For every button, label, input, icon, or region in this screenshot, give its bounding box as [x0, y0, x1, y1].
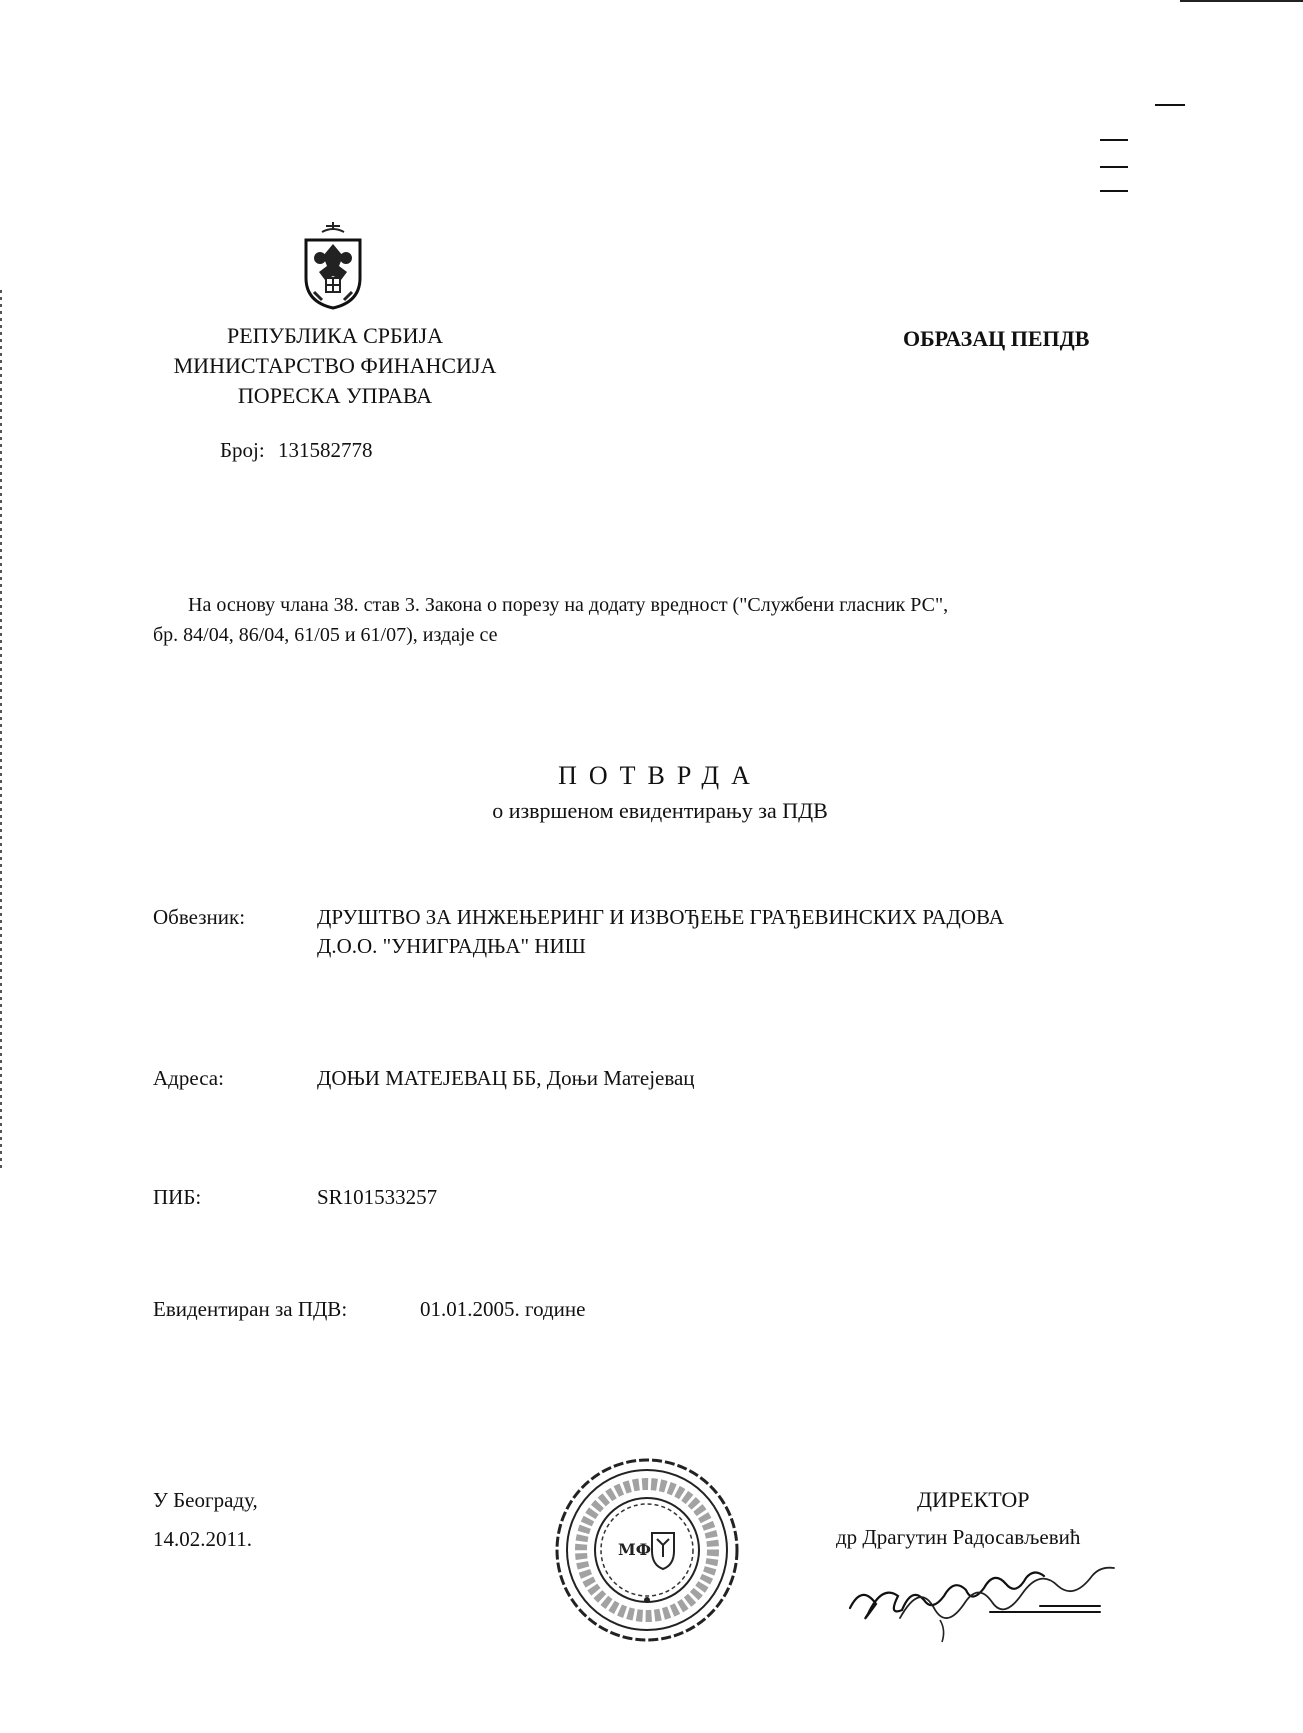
margin-mark — [1100, 139, 1128, 141]
adresa-value: ДОЊИ МАТЕЈЕВАЦ ББ, Доњи Матејевац — [317, 1066, 695, 1090]
margin-mark — [1155, 104, 1185, 106]
scan-top-line — [1180, 0, 1303, 2]
evid-value: 01.01.2005. године — [420, 1297, 586, 1321]
document-title — [300, 758, 1020, 828]
coat-of-arms-icon — [298, 222, 368, 312]
place-text: У Београду, — [153, 1488, 258, 1512]
date-text: 14.02.2011. — [153, 1527, 252, 1551]
ministry-name: МИНИСТАРСТВО ФИНАНСИЈА — [173, 353, 497, 378]
office-name: ПОРЕСКА УПРАВА — [237, 383, 433, 408]
pib-value: SR101533257 — [317, 1185, 438, 1209]
legal-basis-line1: На основу члана 38. став 3. Закона о порезу на додату вредност ("Службени гласник РС", — [188, 594, 949, 616]
number-value: 131582778 — [277, 438, 373, 462]
scan-edge-artifact — [0, 290, 2, 1170]
issuer-block — [150, 321, 520, 411]
evid-label: Евидентиран за ПДВ: — [153, 1297, 348, 1321]
document-number — [220, 438, 372, 463]
director-name: др Драгутин Радосављевић — [836, 1525, 1081, 1549]
title-main: ПОТВРДА — [558, 761, 762, 790]
director-title: ДИРЕКТОР — [917, 1487, 1030, 1512]
obveznik-label: Обвезник: — [153, 905, 246, 929]
form-code: ОБРАЗАЦ ПЕПДВ — [903, 326, 1090, 351]
director-signature — [840, 1558, 1130, 1648]
pib-label: ПИБ: — [153, 1185, 202, 1209]
obveznik-line2: Д.О.О. "УНИГРАДЊА" НИШ — [317, 934, 586, 958]
margin-mark — [1100, 166, 1128, 168]
obveznik-line1: ДРУШТВО ЗА ИНЖЕЊЕРИНГ И ИЗВОЂЕЊЕ ГРАЂЕВИНСКИХ РАДОВА — [317, 905, 1004, 929]
number-label: Број: — [220, 438, 265, 462]
country-name: РЕПУБЛИКА СРБИЈА — [227, 323, 443, 348]
title-sub: о извршеном евидентирању за ПДВ — [492, 798, 828, 823]
svg-text:МФ: МФ — [618, 1540, 651, 1559]
margin-mark — [1100, 190, 1128, 192]
legal-basis-line2: бр. 84/04, 86/04, 61/05 и 61/07), издаје се — [153, 624, 498, 646]
official-seal-stamp — [552, 1455, 742, 1645]
adresa-label: Адреса: — [153, 1066, 224, 1090]
